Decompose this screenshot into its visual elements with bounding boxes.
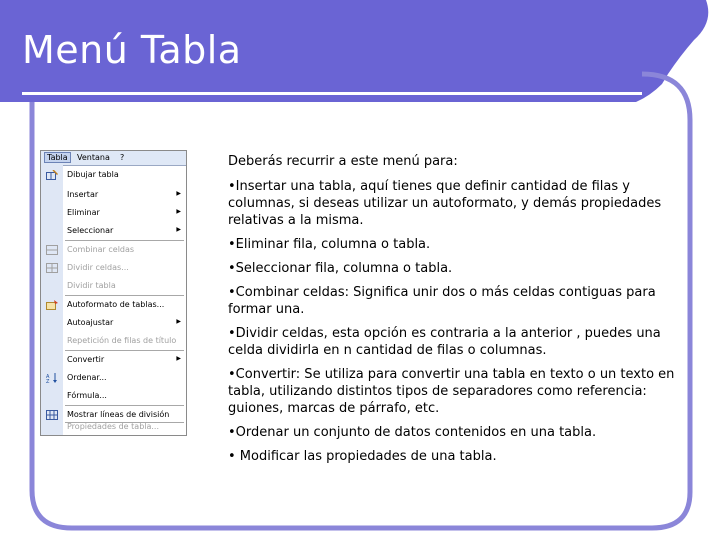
menu-bar — [41, 151, 186, 166]
submenu-arrow-icon: ▶ — [176, 318, 181, 325]
sort-icon — [46, 373, 58, 383]
bullet-combinar: •Combinar celdas: Significa unir dos o más celdas contiguas para formar una. — [228, 285, 656, 317]
menu-bar-tabla[interactable]: Tabla — [44, 152, 71, 163]
menu-item-repeticion-filas: Repetición de filas de título — [67, 336, 177, 345]
menu-item-combinar-celdas: Combinar celdas — [41, 242, 186, 258]
menu-separator — [65, 405, 184, 406]
menu-separator — [65, 240, 184, 241]
menu-item-seleccionar[interactable]: Seleccionar ▶ — [67, 226, 181, 235]
merge-cells-icon — [46, 245, 58, 255]
menu-bar-ventana[interactable]: Ventana — [77, 153, 110, 162]
bullet-convertir: •Convertir: Se utiliza para convertir una tabla en texto o un texto en tabla, utilizando distintos tipos de separadores como referencia: guiones, marcas de párrafo, etc. — [228, 367, 675, 416]
pencil-table-icon — [46, 170, 58, 180]
submenu-arrow-icon: ▶ — [176, 190, 181, 197]
menu-item-convertir[interactable]: Convertir ▶ — [67, 355, 181, 364]
bullet-dividir: •Dividir celdas, esta opción es contraria a la anterior , puedes una celda dividirla en n cantidad de filas o columnas. — [228, 326, 661, 358]
slide-title: Menú Tabla — [22, 28, 242, 72]
tabla-menu — [40, 150, 187, 436]
menu-bar-help[interactable]: ? — [120, 153, 125, 162]
menu-item-dibujar-tabla[interactable]: Dibujar tabla — [41, 167, 186, 183]
bullet-ordenar: •Ordenar un conjunto de datos contenidos en una tabla. — [228, 425, 597, 440]
submenu-arrow-icon: ▶ — [176, 208, 181, 215]
menu-item-autoajustar[interactable]: Autoajustar ▶ — [67, 318, 181, 327]
menu-item-dividir-tabla: Dividir tabla — [67, 281, 116, 290]
bullet-eliminar: •Eliminar fila, columna o tabla. — [228, 237, 431, 252]
menu-item-dividir-celdas: Dividir celdas... — [41, 260, 186, 276]
menu-item-autoformato[interactable]: Autoformato de tablas... — [41, 297, 186, 313]
menu-item-ordenar[interactable]: A Z Ordenar... — [46, 373, 107, 383]
split-cells-icon — [46, 263, 58, 273]
menu-item-formula[interactable]: Fórmula... — [67, 391, 107, 400]
submenu-arrow-icon: ▶ — [176, 355, 181, 362]
bullet-seleccionar: •Seleccionar fila, columna o tabla. — [228, 261, 453, 276]
submenu-arrow-icon: ▶ — [176, 226, 181, 233]
content-intro: Deberás recurrir a este menú para: — [228, 154, 458, 169]
menu-separator — [65, 350, 184, 351]
title-underline — [22, 92, 642, 95]
menu-item-insertar[interactable]: Insertar ▶ — [67, 190, 181, 199]
autoformat-icon — [46, 300, 58, 310]
menu-separator — [65, 295, 184, 296]
menu-item-mostrar-lineas[interactable]: Mostrar líneas de división — [41, 407, 186, 423]
menu-item-eliminar[interactable]: Eliminar ▶ — [67, 208, 181, 217]
svg-text:Z: Z — [46, 379, 50, 383]
bullet-propiedades: • Modificar las propiedades de una tabla. — [228, 449, 497, 464]
svg-text:A: A — [46, 374, 50, 380]
content-text — [228, 153, 678, 472]
bullet-insertar: •Insertar una tabla, aquí tienes que definir cantidad de filas y columnas, si deseas utilizar un autoformato, y demás propiedades relativas a la misma. — [228, 179, 662, 228]
menu-item-propiedades: Propiedades de tabla... — [67, 422, 160, 431]
